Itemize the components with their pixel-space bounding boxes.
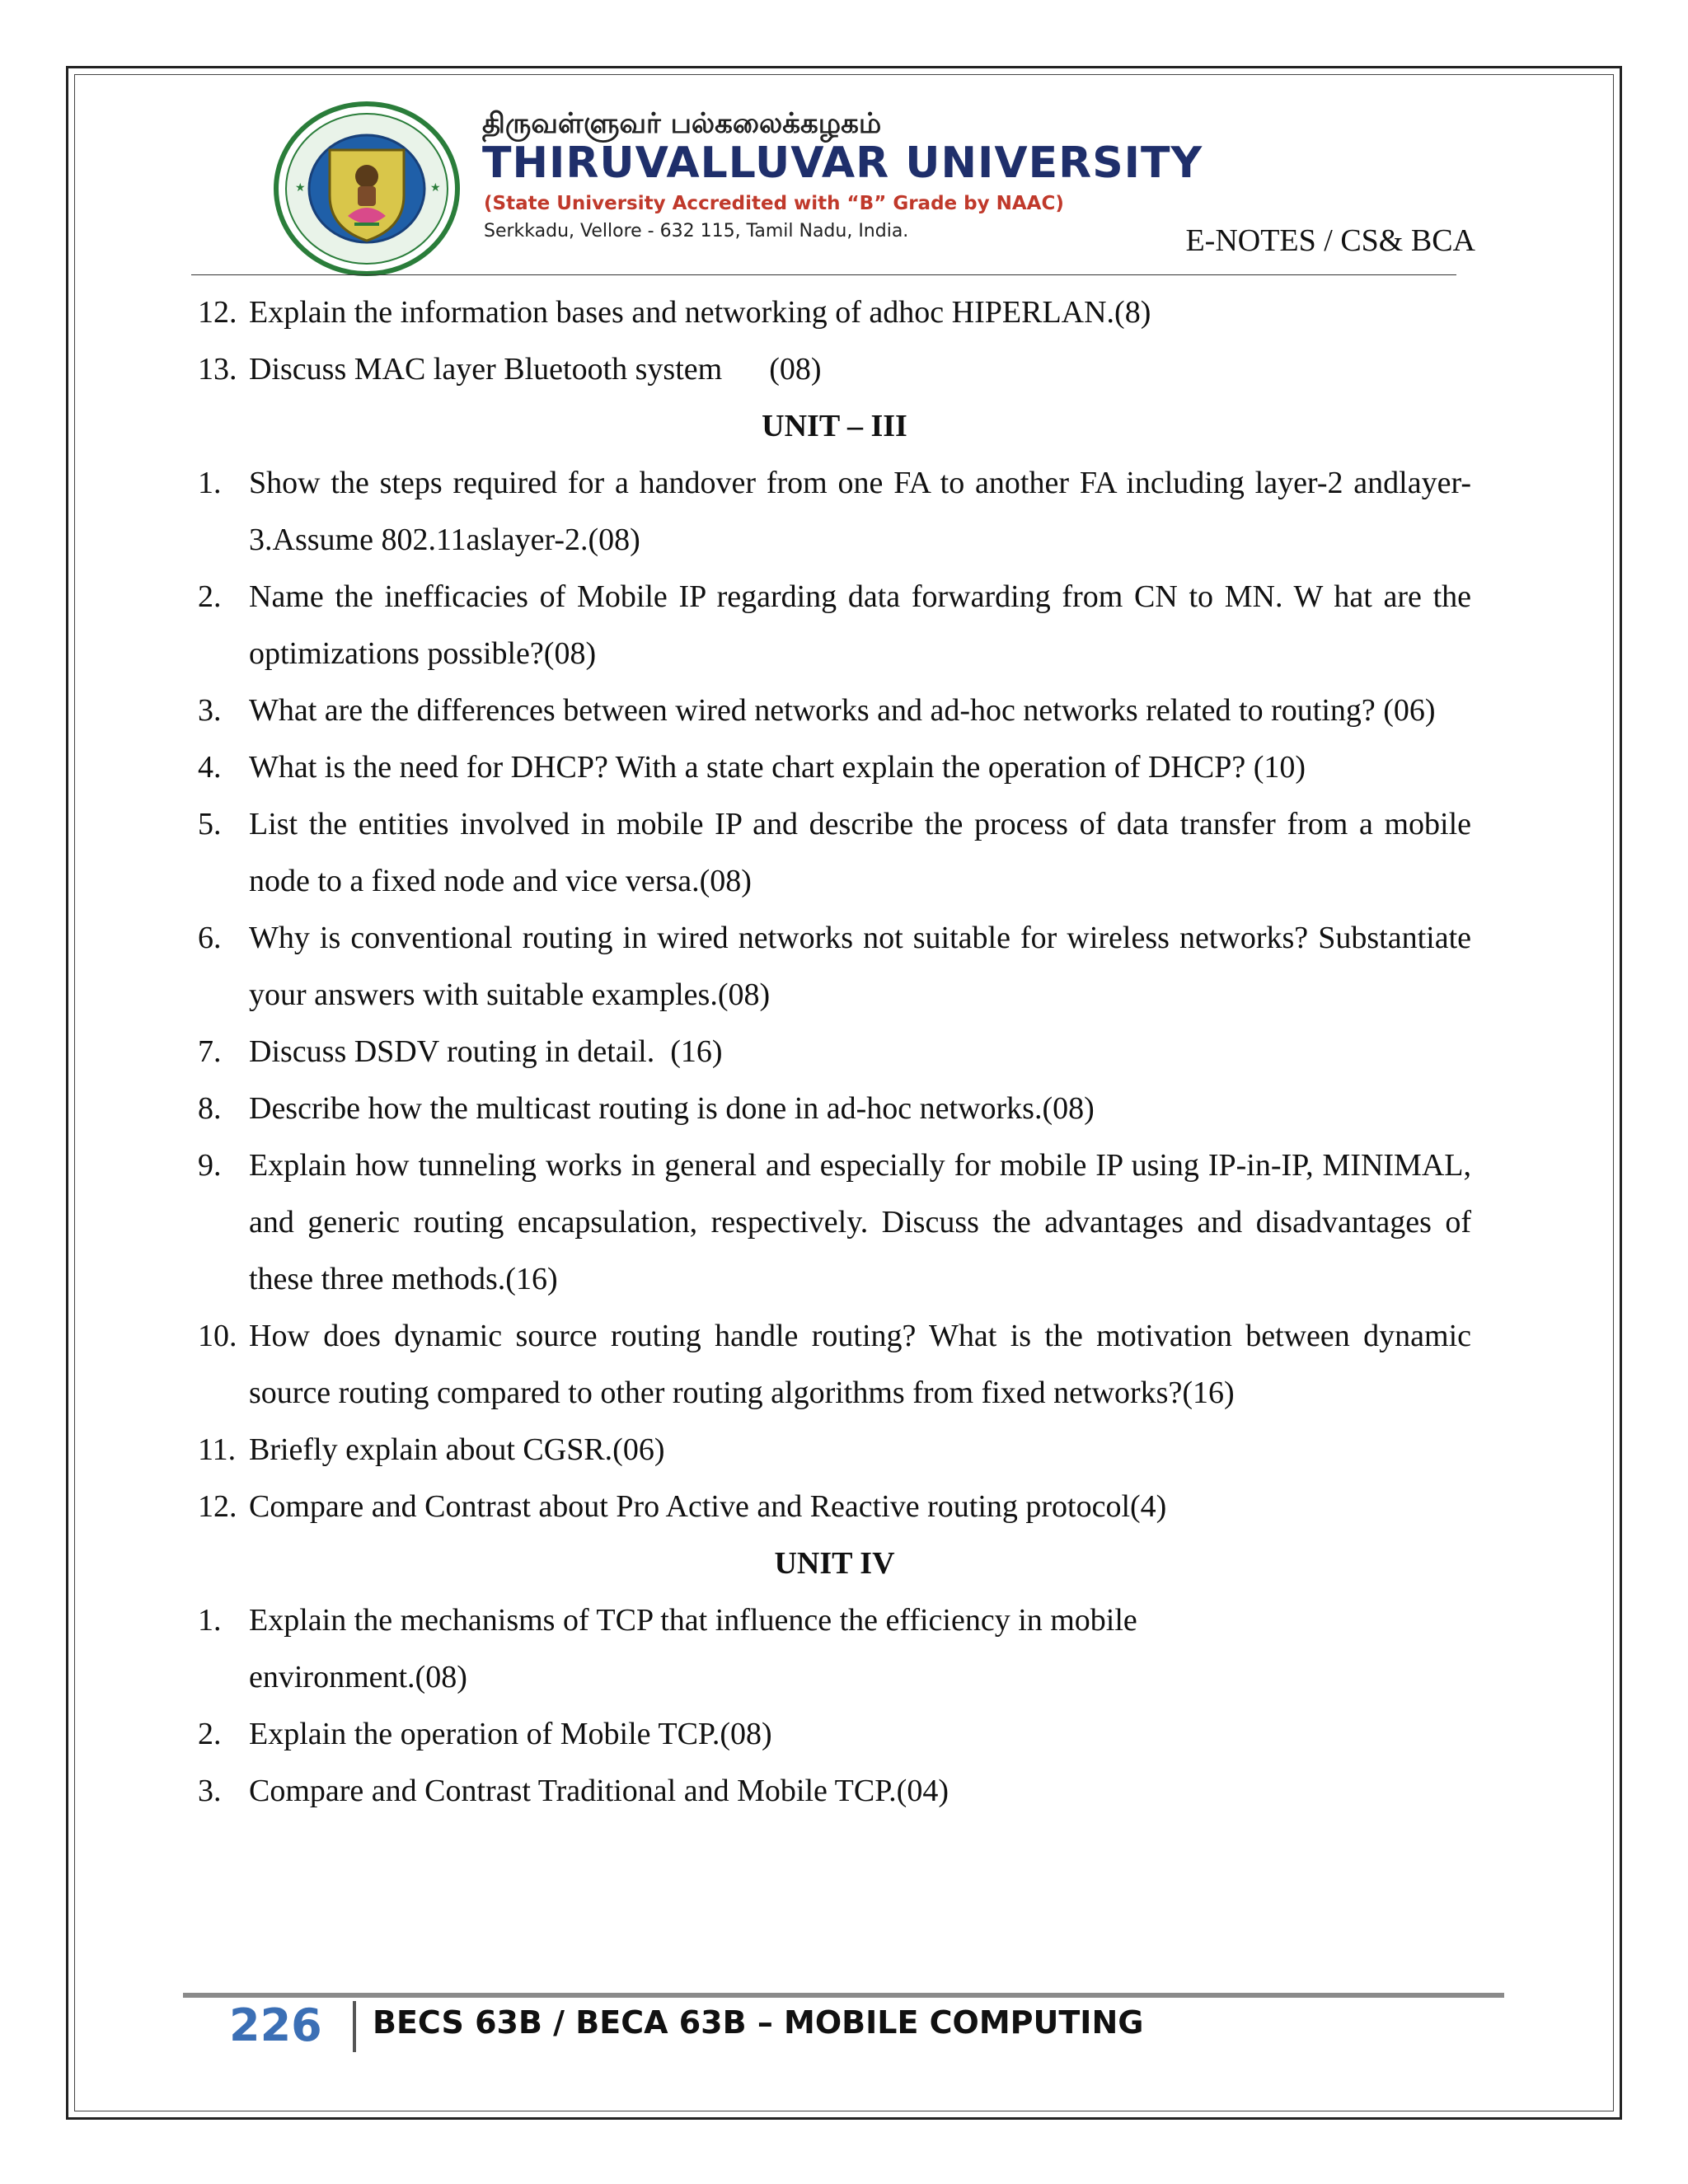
university-name: THIRUVALLUVAR UNIVERSITY	[482, 138, 1203, 188]
item-number: 1.	[198, 1603, 222, 1638]
footer-separator	[353, 2001, 356, 2052]
page-number: 226	[229, 1999, 322, 2051]
item-number: 1.	[198, 466, 222, 500]
item-number: 9.	[198, 1148, 222, 1183]
list-item	[198, 910, 1471, 1024]
item-number: 10.	[198, 1319, 237, 1353]
page-header	[190, 91, 1475, 280]
item-text: Explain the information bases and networking of adhoc HIPERLAN.(8)	[249, 295, 1151, 330]
item-text: Compare and Contrast Traditional and Mobile TCP.(04)	[249, 1774, 949, 1808]
item-number: 11.	[198, 1432, 237, 1467]
list-item	[198, 1479, 1471, 1535]
footer-divider	[183, 1993, 1504, 1998]
item-text: Explain how tunneling works in general and especially for mobile IP using IP-in-IP, MINIMAL, and generic routing encapsulation, respectively. Discuss the advantages and disadvantages of these three methods.(16)	[249, 1148, 1471, 1296]
item-number: 13.	[198, 352, 237, 387]
item-text-line: Explain the mechanisms of TCP that influence the efficiency in mobile	[249, 1603, 1137, 1638]
item-number: 12.	[198, 295, 237, 330]
list-item	[198, 1308, 1471, 1422]
list-item	[198, 1763, 1471, 1820]
item-number: 2.	[198, 1717, 222, 1751]
list-item	[198, 284, 1471, 341]
list-item	[198, 682, 1471, 739]
item-number: 2.	[198, 579, 222, 614]
item-text: Discuss MAC layer Bluetooth system (08)	[249, 352, 822, 387]
unit-4-heading: UNIT IV	[774, 1546, 895, 1581]
item-number: 8.	[198, 1091, 222, 1126]
university-name-tamil: திருவள்ளுவர் பல்கலைக்கழகம்	[482, 107, 882, 140]
list-item	[198, 1080, 1471, 1137]
list-item	[198, 739, 1471, 796]
list-item	[198, 341, 1471, 398]
notes-label: E-NOTES / CS& BCA	[1185, 223, 1475, 258]
item-text: Compare and Contrast about Pro Active and Reactive routing protocol(4)	[249, 1489, 1167, 1524]
university-seal-icon	[272, 101, 462, 278]
item-text: What are the differences between wired networks and ad-hoc networks related to routing? (06)	[249, 693, 1436, 728]
page-content	[198, 284, 1471, 1820]
item-text-line: environment.(08)	[249, 1660, 467, 1694]
item-number: 7.	[198, 1034, 222, 1069]
list-item	[198, 1422, 1471, 1479]
item-text: List the entities involved in mobile IP and describe the process of data transfer from a mobile node to a fixed node and vice versa.(08)	[249, 807, 1471, 898]
header-divider	[191, 274, 1456, 275]
item-text: What is the need for DHCP? With a state chart explain the operation of DHCP? (10)	[249, 750, 1306, 785]
item-text: Explain the operation of Mobile TCP.(08)	[249, 1717, 772, 1751]
item-text: Name the inefficacies of Mobile IP regarding data forwarding from CN to MN. W hat are the optimizations possible?(08)	[249, 579, 1471, 671]
item-text: Briefly explain about CGSR.(06)	[249, 1432, 665, 1467]
svg-text:★: ★	[430, 181, 441, 194]
item-text: Describe how the multicast routing is done in ad-hoc networks.(08)	[249, 1091, 1095, 1126]
list-item	[198, 1706, 1471, 1763]
svg-text:★: ★	[295, 181, 306, 194]
item-text: How does dynamic source routing handle routing? What is the motivation between dynamic source routing compared to other routing algorithms from fixed networks?(16)	[249, 1319, 1471, 1410]
accreditation-line: (State University Accredited with “B” Grade by NAAC)	[484, 193, 1064, 214]
item-number: 5.	[198, 807, 222, 841]
list-item	[198, 455, 1471, 569]
item-number: 6.	[198, 921, 222, 955]
list-item	[198, 569, 1471, 682]
item-text: Why is conventional routing in wired networks not suitable for wireless networks? Substantiate your answers with suitable examples.(08)	[249, 921, 1471, 1012]
item-number: 3.	[198, 693, 222, 728]
item-number: 3.	[198, 1774, 222, 1808]
list-item	[198, 1592, 1471, 1706]
item-number: 12.	[198, 1489, 237, 1524]
list-item	[198, 1137, 1471, 1308]
item-number: 4.	[198, 750, 222, 785]
list-item	[198, 1024, 1471, 1080]
item-text	[249, 1592, 1471, 1706]
course-title: BECS 63B / BECA 63B – MOBILE COMPUTING	[373, 2004, 1144, 2041]
university-address: Serkkadu, Vellore - 632 115, Tamil Nadu, India.	[484, 221, 909, 241]
item-text: Discuss DSDV routing in detail. (16)	[249, 1034, 723, 1069]
item-text: Show the steps required for a handover from one FA to another FA including layer-2 andlayer-3.Assume 802.11aslayer-2.(08)	[249, 466, 1471, 557]
list-item	[198, 796, 1471, 910]
unit-3-heading: UNIT – III	[762, 409, 907, 443]
